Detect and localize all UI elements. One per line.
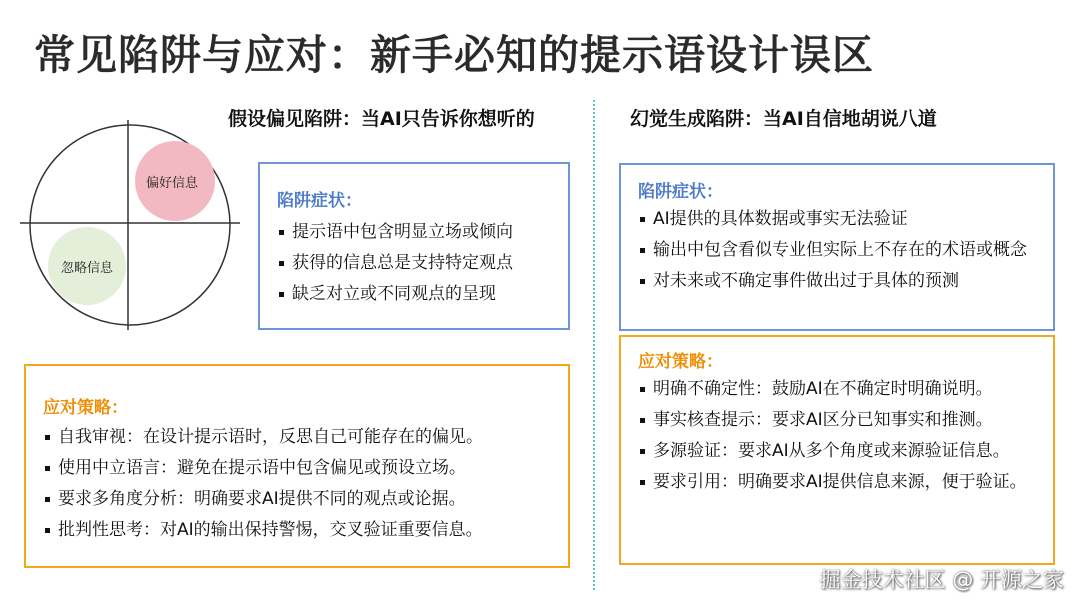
list-item: 要求多角度分析：明确要求AI提供不同的观点或论据。 bbox=[43, 484, 568, 515]
list-item: 使用中立语言：避免在提示语中包含偏见或预设立场。 bbox=[43, 453, 568, 484]
right-section-heading: 幻觉生成陷阱：当AI自信地胡说八道 bbox=[630, 108, 937, 130]
quadrant-svg bbox=[20, 120, 260, 330]
center-divider bbox=[593, 100, 595, 590]
left-symptoms-box bbox=[258, 162, 570, 330]
list-item: 明确不确定性：鼓励AI在不确定时明确说明。 bbox=[638, 374, 1039, 405]
left-section-heading: 假设偏见陷阱：当AI只告诉你想听的 bbox=[228, 108, 535, 130]
right-symptoms-box bbox=[619, 163, 1055, 331]
right-symptoms-title: 陷阱症状： bbox=[638, 182, 723, 202]
bias-quadrant-diagram bbox=[20, 120, 260, 330]
page-title: 常见陷阱与应对：新手必知的提示语设计误区 bbox=[34, 31, 874, 79]
list-item: 输出中包含看似专业但实际上不存在的术语或概念 bbox=[638, 235, 1039, 266]
list-item: 提示语中包含明显立场或倾向 bbox=[277, 217, 568, 248]
left-strategies-title: 应对策略： bbox=[43, 398, 128, 418]
right-strategies-list bbox=[638, 374, 1039, 498]
preferred-info-label: 偏好信息 bbox=[145, 176, 199, 191]
right-strategies-box bbox=[619, 335, 1055, 565]
ignored-info-label: 忽略信息 bbox=[60, 261, 114, 276]
right-symptoms-list bbox=[638, 204, 1039, 297]
list-item: 事实核查提示：要求AI区分已知事实和推测。 bbox=[638, 405, 1039, 436]
left-strategies-list bbox=[43, 422, 568, 546]
left-strategies-box bbox=[24, 364, 570, 568]
list-item: 对未来或不确定事件做出过于具体的预测 bbox=[638, 266, 1039, 297]
list-item: 批判性思考：对AI的输出保持警惕，交叉验证重要信息。 bbox=[43, 515, 568, 546]
list-item: AI提供的具体数据或事实无法验证 bbox=[638, 204, 1039, 235]
right-strategies-title: 应对策略： bbox=[638, 352, 723, 372]
list-item: 要求引用：明确要求AI提供信息来源，便于验证。 bbox=[638, 467, 1039, 498]
list-item: 多源验证：要求AI从多个角度或来源验证信息。 bbox=[638, 436, 1039, 467]
list-item: 自我审视：在设计提示语时，反思自己可能存在的偏见。 bbox=[43, 422, 568, 453]
watermark: 掘金技术社区 @ 开源之家 bbox=[819, 568, 1064, 592]
left-symptoms-list bbox=[277, 217, 568, 310]
list-item: 缺乏对立或不同观点的呈现 bbox=[277, 279, 568, 310]
left-symptoms-title: 陷阱症状： bbox=[277, 191, 362, 211]
list-item: 获得的信息总是支持特定观点 bbox=[277, 248, 568, 279]
